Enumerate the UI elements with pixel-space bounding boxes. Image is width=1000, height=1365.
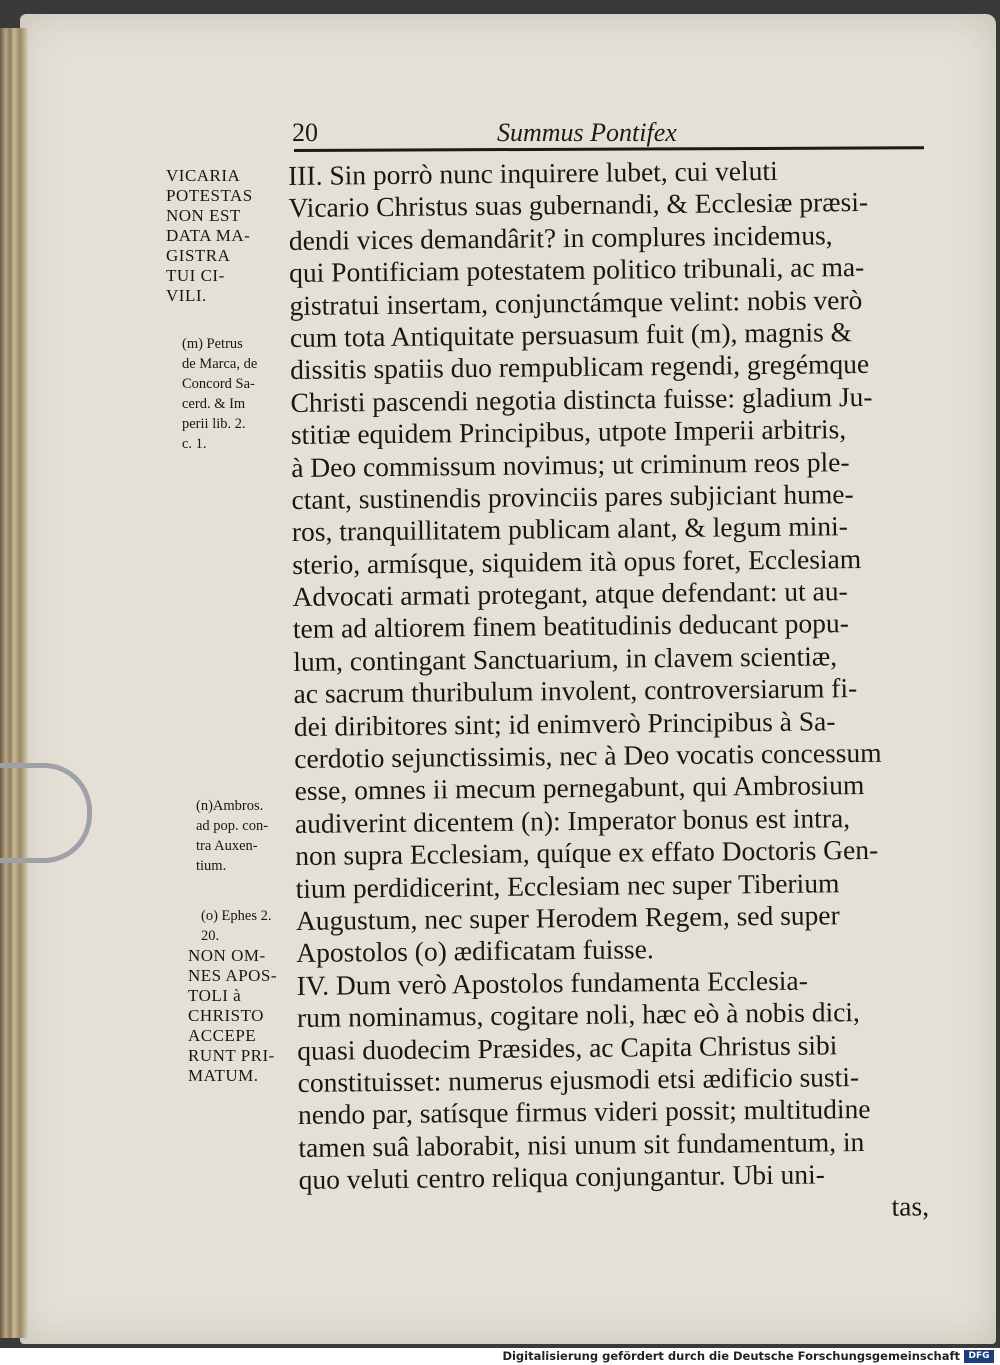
sidenote-line: CHRISTO (188, 1006, 264, 1025)
footer-credit: Digitalisierung gefördert durch die Deutsche Forschungsgemeinschaft (502, 1349, 960, 1363)
sidenote-line: RUNT PRI- (188, 1046, 275, 1065)
text-line: quasi duodecim Præsides, ac Capita Christus sibi (297, 1028, 838, 1066)
text-line: à Deo commissum novimus; ut criminum reos ple- (291, 445, 850, 483)
footnote-line: 20. (201, 928, 220, 944)
text-line: Apostolos (o) ædificatam fuisse. (296, 933, 654, 969)
text-line: ctant, sustinendis provinciis pares subjiciant hume- (291, 478, 854, 515)
sidenote-line: NON OM- (188, 946, 266, 965)
sidenote-line: VILI. (166, 286, 207, 305)
catchword: tas, (891, 1189, 930, 1222)
text-line: stitiæ equidem Principibus, utpote Imperii arbitris, (290, 413, 847, 451)
text-line: audiverint dicentem (n): Imperator bonus est intra, (294, 801, 851, 839)
text-line: tium perdidicerint, Ecclesiam nec super Tiberium (295, 866, 840, 904)
text-line: Vicario Christus suas gubernandi, & Ecclesiæ præsi- (288, 186, 869, 224)
sidenote-line: POTESTAS (166, 186, 253, 205)
sidenote-line: TUI CI- (166, 266, 225, 285)
text-line: nendo par, satísque firmus videri possit; multitudine (297, 1093, 871, 1131)
text-line: III. Sin porrò nunc inquirere lubet, cui veluti (288, 154, 778, 191)
text-line: quo veluti centro reliqua conjungantur. Ubi uni- (298, 1158, 826, 1196)
text-line: sterio, armísque, siquidem ità opus foret, Ecclesiam (292, 542, 862, 580)
footnote-line: c. 1. (182, 436, 207, 452)
footnote-line: (n)Ambros. (196, 798, 264, 814)
footnote-o (201, 906, 271, 946)
text-line: Augustum, nec super Herodem Regem, sed super (295, 899, 840, 936)
sidenote-line: ACCEPE (188, 1026, 257, 1045)
text-line: cerdotio sejunctissimis, nec à Deo vocatis concessum (294, 736, 882, 774)
footnote-line: tium. (196, 858, 227, 874)
footnote-m (182, 334, 257, 454)
sidenote-line: GISTRA (166, 246, 231, 265)
dfg-logo: DFG (964, 1350, 994, 1363)
text-line: cum tota Antiquitate persuasum fuit (m), magnis & (289, 316, 853, 353)
sidenote-vicaria (166, 166, 253, 306)
text-line: IV. Dum verò Apostolos fundamenta Ecclesia- (296, 964, 808, 1001)
sidenote-line: MATUM. (188, 1066, 259, 1085)
text-line: qui Pontificiam potestatem politico tribunali, ac ma- (289, 251, 865, 289)
text-line: dissitis spatiis duo rempublicam regendi, gregémque (290, 348, 870, 386)
sidenote-line: TOLI à (188, 986, 242, 1005)
text-line: tamen suâ laborabit, nisi unum sit fundamentum, in (298, 1125, 865, 1163)
footnote-line: Concord Sa- (182, 376, 255, 392)
text-line: non supra Ecclesiam, quíque ex effato Doctoris Gen- (295, 834, 879, 872)
text-line: dendi vices demandârit? in complures incidemus, (288, 219, 833, 256)
footnote-line: de Marca, de (182, 356, 258, 372)
text-line: dei diribitores sint; id enimverò Principibus à Sa- (293, 704, 836, 742)
footnote-line: (o) Ephes 2. (201, 908, 272, 924)
sidenote-line: NES APOS- (188, 966, 278, 985)
text-line: ac sacrum thuribulum involent, controversiarum fi- (293, 672, 858, 710)
digitization-footer (0, 1348, 1000, 1365)
sidenote-line: NON EST (166, 206, 241, 225)
body-text (288, 153, 939, 1229)
text-line: Christi pascendi negotia distincta fuisse: gladium Ju- (290, 380, 873, 418)
text-line: rum nominamus, cogitare noli, hæc eò à nobis dici, (296, 996, 861, 1034)
text-line: esse, omnes ii mecum pernegabunt, qui Ambrosium (294, 769, 865, 807)
text-line: constituisset: numerus ejusmodi etsi ædificio susti- (297, 1061, 860, 1098)
sidenote-non-omnes (188, 946, 277, 1086)
sidenote-line: DATA MA- (166, 226, 251, 245)
footnote-line: perii lib. 2. (182, 416, 246, 432)
text-line: Advocati armati protegant, atque defendant: ut au- (292, 575, 848, 613)
footnote-line: ad pop. con- (196, 818, 269, 834)
paper-clip (0, 763, 92, 863)
sidenote-line: VICARIA (166, 166, 241, 185)
text-line: ros, tranquillitatem publicam alant, & legum mini- (291, 510, 849, 548)
text-line: lum, contingant Sanctuarium, in clavem scientiæ, (293, 640, 838, 677)
text-line: tem ad altiorem finem beatitudinis deducant popu- (292, 607, 849, 645)
footnote-line: (m) Petrus (182, 336, 243, 352)
footnote-line: tra Auxen- (196, 838, 258, 854)
book-spine (0, 28, 28, 1338)
page-number: 20 (292, 118, 318, 147)
text-line: gistratui insertam, conjunctámque velint: nobis verò (289, 283, 863, 321)
footnote-n (196, 796, 268, 876)
running-title: Summus Pontifex (497, 118, 677, 147)
footnote-line: cerd. & Im (182, 396, 246, 412)
